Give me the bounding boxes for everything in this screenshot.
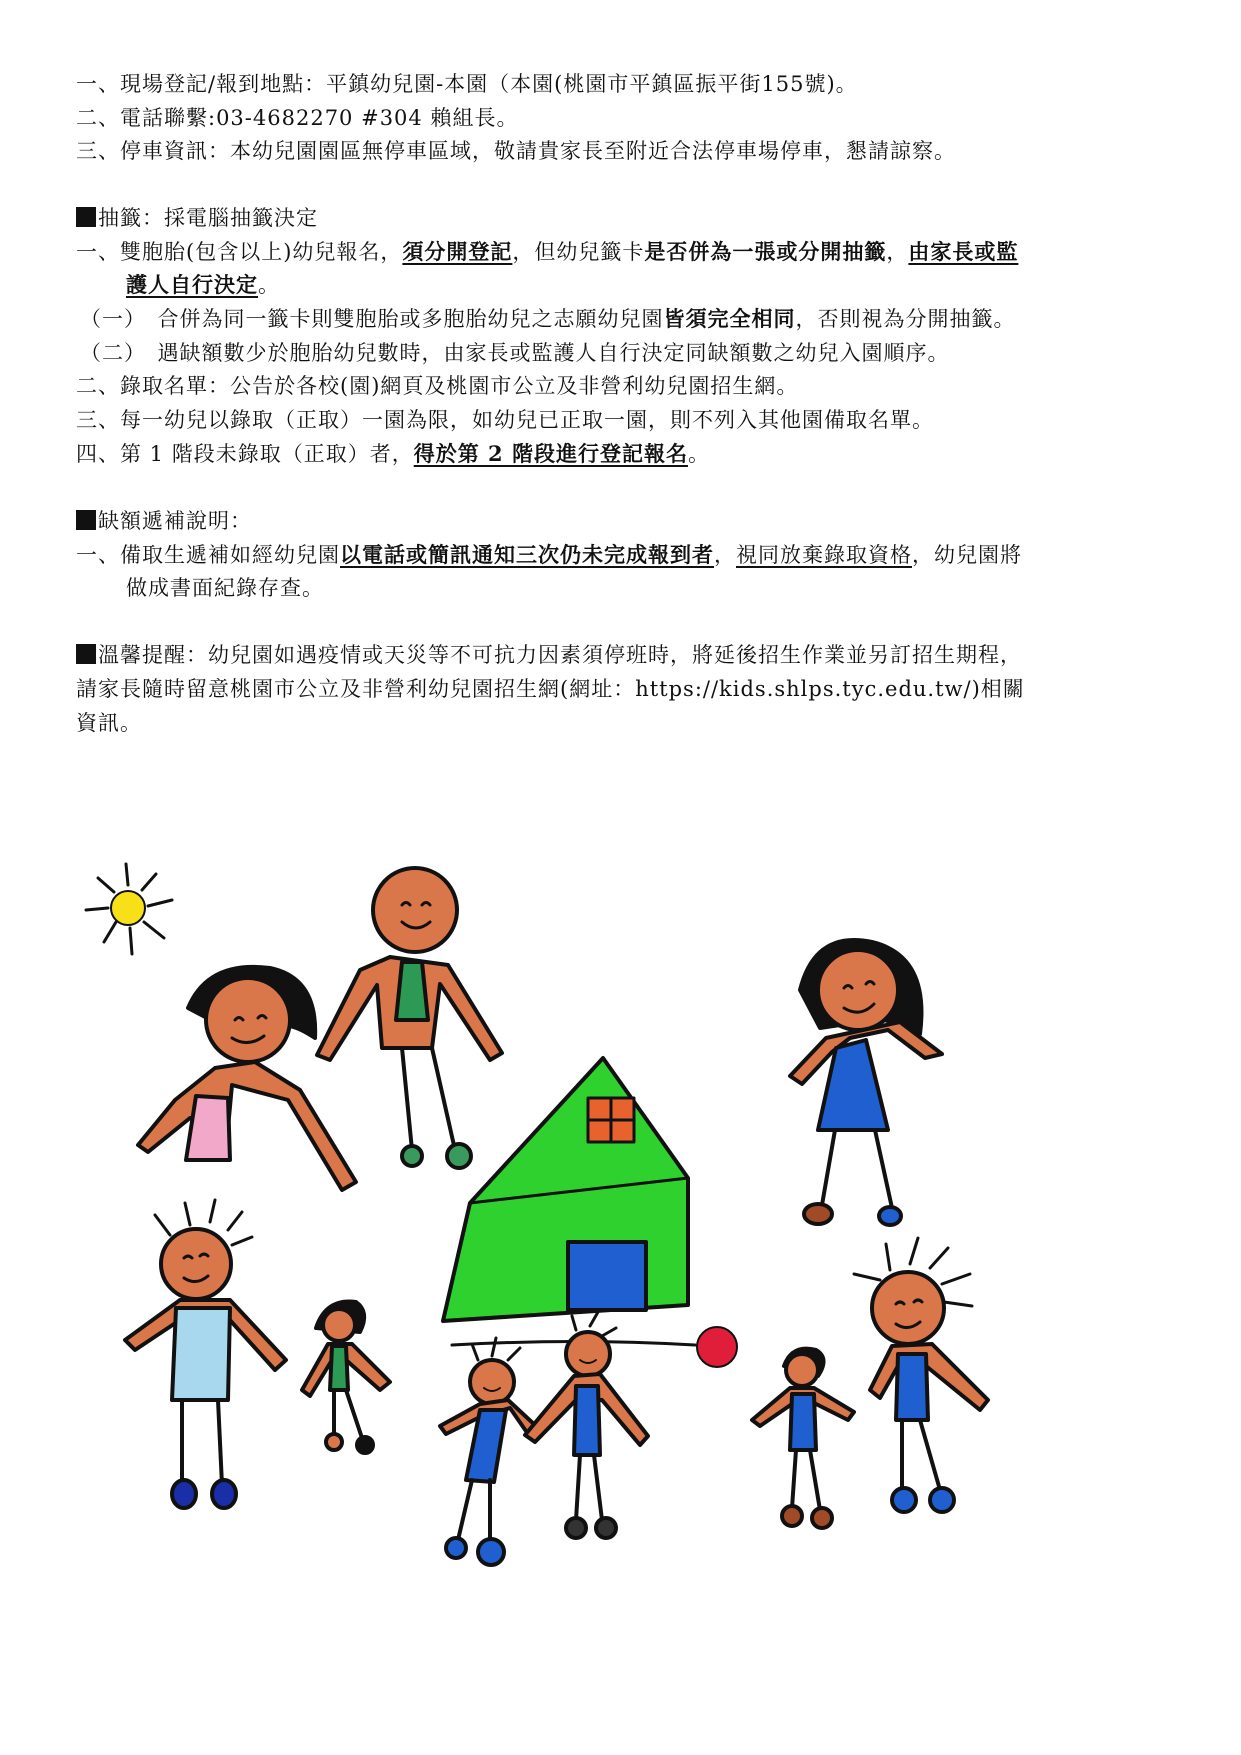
ball-icon (697, 1327, 737, 1367)
child-figure-icon (138, 967, 356, 1190)
combined-card-rule: （一） 合併為同一籤卡則雙胞胎或多胞胎幼兒之志願幼兒園皆須完全相同，否則視為分開抽籤。 (80, 306, 1016, 331)
child-figure-icon (752, 1349, 854, 1528)
parking-info-line: 三、停車資訊：本幼兒園園區無停車區域，敬請貴家長至附近合法停車場停車，懇請諒察。 (76, 139, 956, 163)
twins-rule-line: 一、雙胞胎(包含以上)幼兒報名，須分開登記，但幼兒籤卡是否併為一張或分開抽籤，由家長或監 (76, 239, 1019, 264)
vacancy-order-rule: （二） 遇缺額數少於胞胎幼兒數時，由家長或監護人自行決定同缺額數之幼兒入園順序。 (80, 341, 950, 365)
twins-rule-continued: 護人自行決定。 (126, 272, 280, 297)
vacancy-rule-line: 一、備取生遞補如經幼兒園以電話或簡訊通知三次仍未完成報到者，視同放棄錄取資格，幼兒園將 (76, 542, 1022, 567)
square-bullet-icon (76, 207, 96, 227)
child-figure-icon (440, 1338, 536, 1565)
sun-icon (86, 864, 172, 954)
child-figure-icon (854, 1238, 988, 1512)
child-figure-icon (317, 868, 502, 1168)
one-admission-rule: 三、每一幼兒以錄取（正取）一園為限，如幼兒已正取一園，則不列入其他園備取名單。 (76, 408, 934, 432)
registration-location-line: 一、現場登記/報到地點：平鎮幼兒園-本園（本園(桃園市平鎮區振平街155號)。 (76, 72, 858, 96)
lottery-heading: 抽籤：採電腦抽籤決定 (76, 204, 318, 232)
square-bullet-icon (76, 510, 96, 530)
phone-contact-line: 二、電話聯繫:03-4682270 #304 賴組長。 (76, 106, 519, 130)
square-bullet-icon (76, 644, 96, 664)
admission-list-line: 二、錄取名單：公告於各校(園)網頁及桃園市公立及非營利幼兒園招生網。 (76, 374, 799, 398)
children-drawing-illustration (80, 860, 1120, 1620)
reminder-line-3: 資訊。 (76, 711, 142, 735)
child-figure-icon (525, 1312, 648, 1538)
reminder-line-2: 請家長隨時留意桃園市公立及非營利幼兒園招生網(網址：https://kids.shlps.tyc.edu.tw/)相關 (76, 677, 1025, 701)
vacancy-heading: 缺額遞補說明： (76, 507, 252, 535)
house-icon (443, 1058, 688, 1321)
child-figure-icon (790, 940, 942, 1225)
stage-two-rule: 四、第 1 階段未錄取（正取）者，得於第 2 階段進行登記報名。 (76, 441, 710, 466)
child-figure-icon (125, 1200, 286, 1508)
vacancy-rule-continued: 做成書面紀錄存查。 (126, 576, 324, 600)
child-figure-icon (302, 1302, 390, 1453)
reminder-heading: 溫馨提醒：幼兒園如遇疫情或天災等不可抗力因素須停班時，將延後招生作業並另訂招生期程， (76, 641, 1022, 669)
